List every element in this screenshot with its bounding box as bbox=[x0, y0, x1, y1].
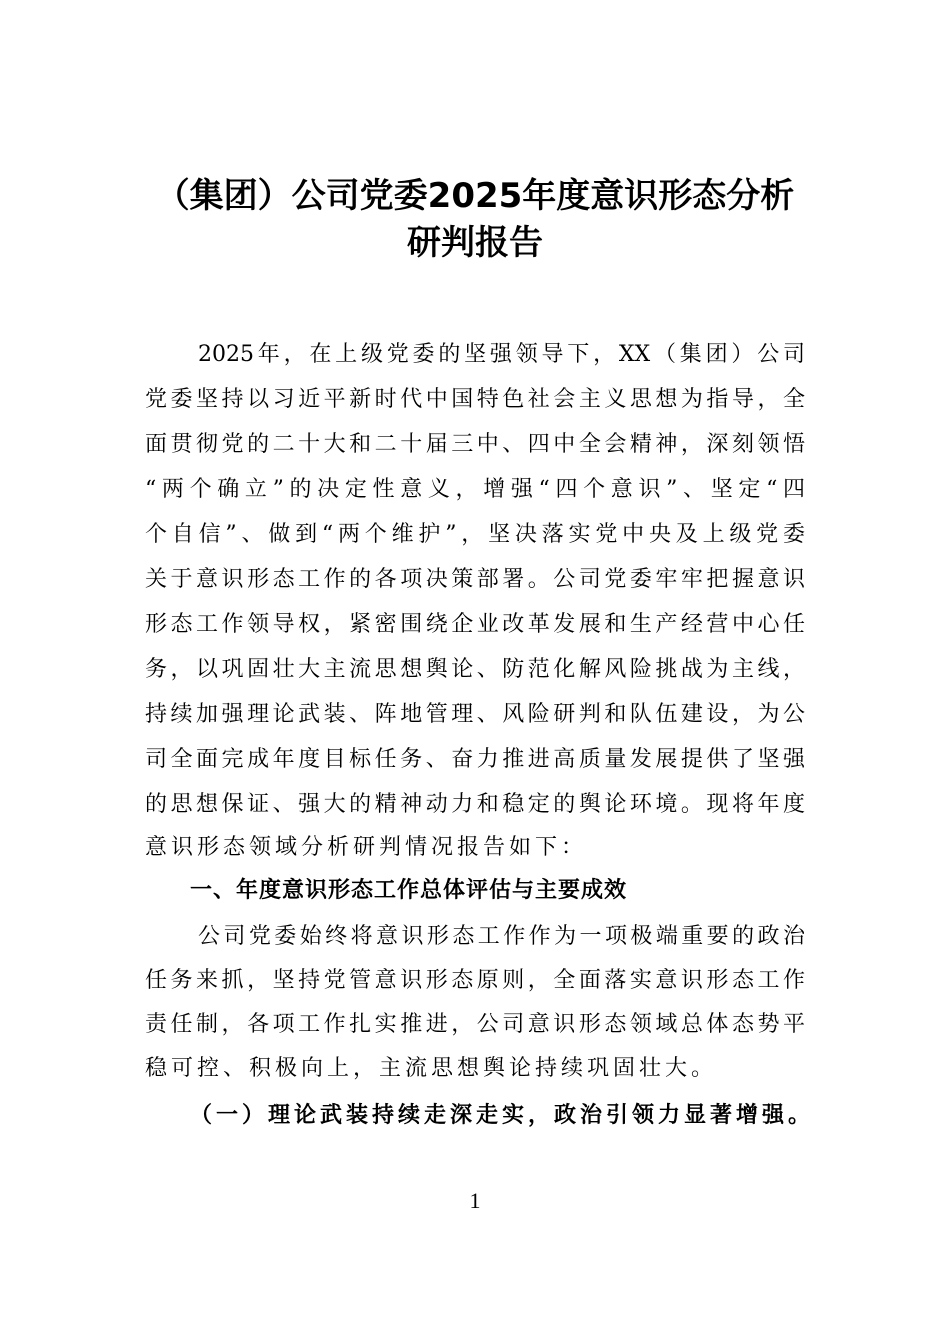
text-line: 党委坚持以习近平新时代中国特色社会主义思想为指导，全 bbox=[145, 387, 805, 412]
text-line: 个自信”、做到“两个维护”，坚决落实党中央及上级党委 bbox=[145, 522, 805, 547]
document-title-line-1: （集团）公司党委2025年度意识形态分析 bbox=[155, 176, 795, 216]
text-line: 务，以巩固壮大主流思想舆论、防范化解风险挑战为主线， bbox=[145, 657, 805, 682]
subsection-heading: （一）理论武装持续走深走实，政治引领力显著增强。 bbox=[190, 1102, 810, 1128]
text-line: 公司党委始终将意识形态工作作为一项极端重要的政治 bbox=[198, 924, 805, 949]
text-line: 持续加强理论武装、阵地管理、风险研判和队伍建设，为公 bbox=[145, 702, 805, 727]
text-line: 的思想保证、强大的精神动力和稳定的舆论环境。现将年度 bbox=[145, 792, 805, 817]
text-line: 面贯彻党的二十大和二十届三中、四中全会精神，深刻领悟 bbox=[145, 432, 805, 457]
text-line: 稳可控、积极向上，主流思想舆论持续巩固壮大。 bbox=[145, 1056, 718, 1081]
text-line: 关于意识形态工作的各项决策部署。公司党委牢牢把握意识 bbox=[145, 567, 805, 592]
text-line: 2025年，在上级党委的坚强领导下，XX（集团）公司 bbox=[198, 342, 805, 367]
text-line: 形态工作领导权，紧密围绕企业改革发展和生产经营中心任 bbox=[145, 612, 805, 637]
text-line: 司全面完成年度目标任务、奋力推进高质量发展提供了坚强 bbox=[145, 747, 805, 772]
text-line: 任务来抓，坚持党管意识形态原则，全面落实意识形态工作 bbox=[145, 968, 805, 993]
text-line: 责任制，各项工作扎实推进，公司意识形态领域总体态势平 bbox=[145, 1012, 805, 1037]
text-line: “两个确立”的决定性意义，增强“四个意识”、坚定“四 bbox=[145, 477, 805, 502]
page-number: 1 bbox=[469, 1188, 481, 1213]
text-line: 意识形态领域分析研判情况报告如下： bbox=[145, 835, 588, 860]
document-title-line-2: 研判报告 bbox=[407, 223, 543, 263]
section-heading: 一、年度意识形态工作总体评估与主要成效 bbox=[190, 878, 628, 903]
